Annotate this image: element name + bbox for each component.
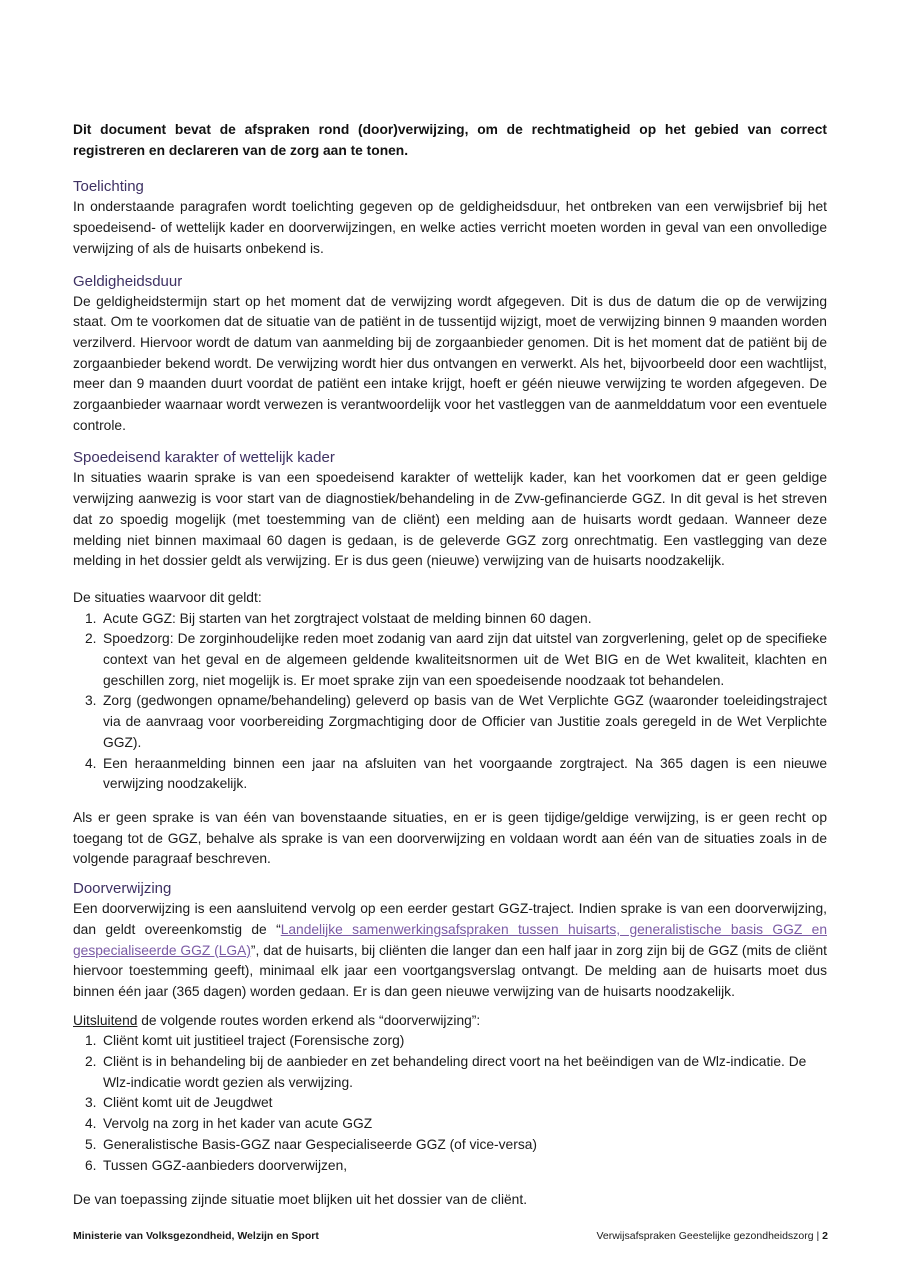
- lga-agreement-link[interactable]: Landelijke samenwerkingsafspraken tussen huisarts, generalistische basis GGZ en gespecialiseerde GGZ (LGA): [73, 921, 827, 958]
- list-item: [85, 691, 827, 753]
- doorverwijzing-body: [73, 899, 827, 1003]
- spoedeisend-closing: Als er geen sprake is van één van bovenstaande situaties, en er is geen tijdige/geldige verwijzing, is er geen recht op toegang tot de GGZ, behalve als sprake is van een doorverwijzing en voldaan wordt aan één van de situaties zoals in de volgende paragraaf beschreven.: [73, 809, 827, 867]
- list-item-number: 6.: [85, 1157, 97, 1173]
- list-item-number: 1.: [85, 610, 97, 626]
- list-item-number: 3.: [85, 693, 97, 709]
- list-item: [85, 1093, 827, 1114]
- list-item-text: Generalistische Basis-GGZ naar Gespecialiseerde GGZ (of vice-versa): [103, 1136, 537, 1152]
- list-item-text: Zorg (gedwongen opname/behandeling) geleverd op basis van de Wet Verplichte GGZ (waaronder toeleidingstraject via de aanvraag voor voorbereiding Zorgmachtiging door de Officier van Justitie zoals geregeld in de Wet Verplichte GGZ).: [103, 693, 827, 750]
- list-item-number: 2.: [85, 631, 97, 647]
- document-content: [73, 120, 827, 1211]
- routes-intro-underlined: Uitsluitend: [73, 1012, 138, 1028]
- list-item-text: Cliënt komt uit de Jeugdwet: [103, 1095, 273, 1111]
- list-item-number: 3.: [85, 1095, 97, 1111]
- list-item-text: Cliënt komt uit justitieel traject (Forensische zorg): [103, 1033, 405, 1049]
- list-item-text: Acute GGZ: Bij starten van het zorgtraject volstaat de melding binnen 60 dagen.: [103, 610, 592, 626]
- list-item: [85, 609, 827, 630]
- intro-paragraph: Dit document bevat de afspraken rond (door)verwijzing, om de rechtmatigheid op het gebied van correct registreren en declareren van de zorg aan te tonen.: [73, 122, 827, 158]
- routes-intro-rest: de volgende routes worden erkend als “doorverwijzing”:: [137, 1012, 481, 1028]
- list-item: [85, 1135, 827, 1156]
- list-item-text: Vervolg na zorg in het kader van acute GGZ: [103, 1116, 373, 1132]
- list-item-number: 4.: [85, 1116, 97, 1132]
- routes-intro: [73, 1011, 827, 1032]
- list-item: [85, 629, 827, 691]
- situations-list-intro: De situaties waarvoor dit geldt:: [73, 589, 262, 605]
- list-item-number: 5.: [85, 1136, 97, 1152]
- section-doorverwijzing: [73, 878, 827, 1211]
- page-footer: [73, 1230, 828, 1243]
- footer-doc-label: Verwijsafspraken Geestelijke gezondheidszorg |: [596, 1230, 823, 1242]
- footer-ministry: Ministerie van Volksgezondheid, Welzijn en Sport: [73, 1230, 319, 1242]
- list-item-number: 1.: [85, 1033, 97, 1049]
- footer-doc-title: [596, 1230, 828, 1243]
- situations-list: [73, 609, 827, 795]
- section-toelichting: [73, 176, 827, 259]
- doorverwijzing-text-before: Een doorverwijzing is een aansluitend vervolg op een eerder gestart GGZ-traject. Indien sprake is van een doorverwijzing, dan geldt overeenkomstig de “: [73, 901, 827, 937]
- list-item-text: Tussen GGZ-aanbieders doorverwijzen,: [103, 1157, 348, 1173]
- list-item-number: 4.: [85, 755, 97, 771]
- doorverwijzing-closing: De van toepassing zijnde situatie moet blijken uit het dossier van de cliënt.: [73, 1192, 528, 1208]
- section-geldigheidsduur: [73, 271, 827, 437]
- list-item-text: Een heraanmelding binnen een jaar na afsluiten van het voorgaande zorgtraject. Na 365 dagen is een nieuwe verwijzing noodzakelijk.: [103, 755, 827, 792]
- list-item-number: 2.: [85, 1054, 97, 1070]
- heading-doorverwijzing: Doorverwijzing: [73, 880, 172, 898]
- heading-spoedeisend: Spoedeisend karakter of wettelijk kader: [73, 449, 335, 467]
- section-spoedeisend: [73, 447, 827, 870]
- routes-list: [73, 1031, 827, 1176]
- list-item: [85, 754, 827, 795]
- list-item-text: Spoedzorg: De zorginhoudelijke reden moet zodanig van aard zijn dat uitstel van zorgverlening, gelet op de specifieke context van het geval en de algemeen geldende kwaliteitsnormen uit de Wet BIG en de Wet kwaliteit, klachten en geschillen zorg, niet mogelijk is. Er moet sprake zijn van een spoedeisende noodzaak tot behandelen.: [103, 631, 827, 688]
- doorverwijzing-text-after: ”, dat de huisarts, bij cliënten die langer dan een half jaar in zorg zijn bij de GGZ (mits de cliënt hiervoor toestemming geeft), minimaal elk jaar een voortgangsverslag ontvangt. De melding aan de huisarts moet dus binnen één jaar (365 dagen) worden gedaan. Er is dan geen nieuwe verwijzing van de huisarts noodzakelijk.: [73, 942, 827, 999]
- heading-geldigheidsduur: Geldigheidsduur: [73, 272, 183, 290]
- geldigheidsduur-body: De geldigheidstermijn start op het moment dat de verwijzing wordt afgegeven. Dit is dus de datum die op de verwijzing staat. Om te voorkomen dat de situatie van de patiënt in de tussentijd wijzigt, moet de verwijzing binnen 9 maanden worden verzilverd. Hiervoor wordt de datum van aanmelding bij de zorgaanbieder genomen. Dit is het moment dat de patiënt bij de zorgaanbieder bekend wordt. De verwijzing wordt hier dus ontvangen en verwerkt. Als het, bijvoorbeeld door een wachtlijst, meer dan 9 maanden duurt voordat de patiënt een intake krijgt, hoeft er géén nieuwe verwijzing te worden afgegeven. De zorgaanbieder waarnaar wordt verwezen is verantwoordelijk voor het vastleggen van de aanmelddatum voor een eventuele controle.: [73, 293, 827, 433]
- footer-page-number: 2: [822, 1230, 828, 1242]
- spoedeisend-body: In situaties waarin sprake is van een spoedeisend karakter of wettelijk kader, kan het voorkomen dat er geen geldige verwijzing aanwezig is voor start van de diagnostiek/behandeling in de Zvw-gefinancierde GGZ. In dit geval is het streven dat zo spoedig mogelijk (met toestemming van de cliënt) een melding aan de huisarts wordt gedaan. Wanneer deze melding niet binnen maximaal 60 dagen is gedaan, is de geleverde GGZ zorg onrechtmatig. Een vastlegging van deze melding in het dossier geldt als verwijzing. Er is dus geen (nieuwe) verwijzing van de huisarts noodzakelijk.: [73, 470, 827, 569]
- list-item: [85, 1052, 827, 1093]
- list-item: [85, 1114, 827, 1135]
- list-item: [85, 1156, 827, 1177]
- list-item-text: Cliënt is in behandeling bij de aanbieder en zet behandeling direct voort na het beëindigen van de Wlz-indicatie. De Wlz-indicatie wordt gezien als verwijzing.: [103, 1054, 807, 1090]
- toelichting-body: In onderstaande paragrafen wordt toelichting gegeven op de geldigheidsduur, het ontbreken van een verwijsbrief bij het spoedeisend- of wettelijk kader en doorverwijzingen, en welke acties verricht moeten worden in geval van een onvolledige verwijzing of als de huisarts onbekend is.: [73, 199, 827, 256]
- heading-toelichting: Toelichting: [73, 178, 144, 196]
- list-item: [85, 1031, 827, 1052]
